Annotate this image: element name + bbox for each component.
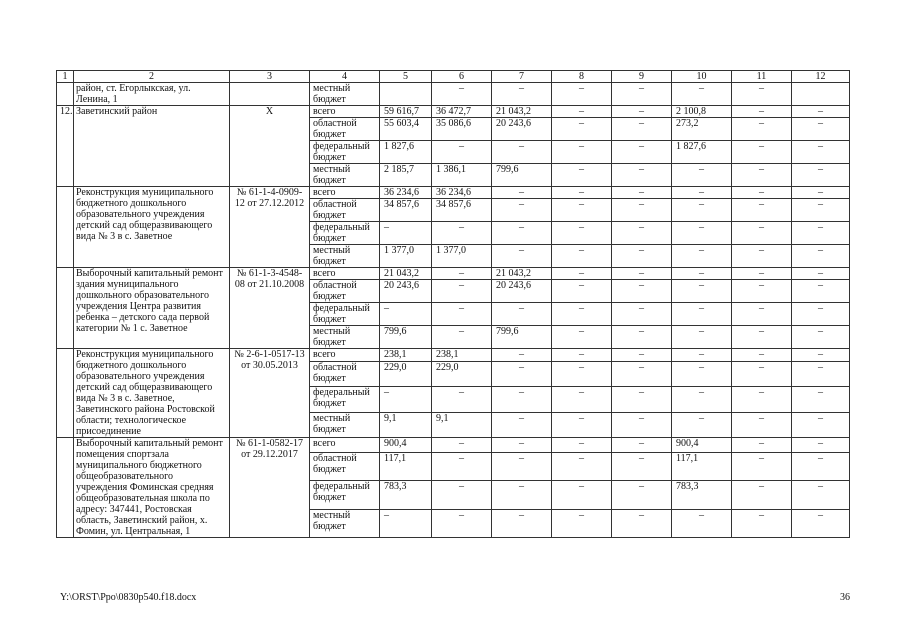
- value-cell: [380, 83, 432, 106]
- budget-type-cell: областной бюджет: [310, 118, 380, 141]
- budget-type-cell: федеральный бюджет: [310, 387, 380, 412]
- value-cell: –: [612, 118, 672, 141]
- value-cell: –: [492, 362, 552, 387]
- value-cell: –: [552, 106, 612, 118]
- value-cell: –: [732, 164, 792, 187]
- value-cell: –: [792, 187, 850, 199]
- value-cell: 35 086,6: [432, 118, 492, 141]
- value-cell: –: [672, 412, 732, 437]
- value-cell: 9,1: [432, 412, 492, 437]
- value-cell: 21 043,2: [492, 106, 552, 118]
- value-cell: –: [732, 412, 792, 437]
- footer-page-number: 36: [840, 592, 850, 603]
- value-cell: 1 386,1: [432, 164, 492, 187]
- budget-type-cell: областной бюджет: [310, 280, 380, 303]
- value-cell: 20 243,6: [380, 280, 432, 303]
- value-cell: –: [612, 303, 672, 326]
- value-cell: 36 472,7: [432, 106, 492, 118]
- value-cell: –: [552, 245, 612, 268]
- value-cell: [792, 83, 850, 106]
- value-cell: –: [792, 303, 850, 326]
- value-cell: –: [552, 452, 612, 480]
- value-cell: –: [612, 106, 672, 118]
- table-row: [57, 349, 850, 362]
- value-cell: –: [380, 509, 432, 537]
- budget-type-cell: федеральный бюджет: [310, 222, 380, 245]
- budget-type-cell: всего: [310, 438, 380, 453]
- value-cell: –: [612, 187, 672, 199]
- document-cell: [230, 83, 310, 106]
- value-cell: –: [792, 106, 850, 118]
- budget-type-cell: местный бюджет: [310, 509, 380, 537]
- value-cell: –: [792, 349, 850, 362]
- value-cell: –: [432, 438, 492, 453]
- budget-type-cell: федеральный бюджет: [310, 481, 380, 509]
- value-cell: 59 616,7: [380, 106, 432, 118]
- value-cell: –: [792, 362, 850, 387]
- document-cell: № 61-1-4-0909-12 от 27.12.2012: [230, 187, 310, 268]
- value-cell: –: [672, 268, 732, 280]
- value-cell: 55 603,4: [380, 118, 432, 141]
- value-cell: 20 243,6: [492, 280, 552, 303]
- value-cell: –: [552, 349, 612, 362]
- value-cell: –: [612, 141, 672, 164]
- value-cell: –: [432, 83, 492, 106]
- value-cell: –: [432, 387, 492, 412]
- value-cell: 2 185,7: [380, 164, 432, 187]
- value-cell: –: [492, 83, 552, 106]
- value-cell: –: [552, 187, 612, 199]
- value-cell: –: [612, 412, 672, 437]
- value-cell: –: [732, 83, 792, 106]
- column-number: 5: [380, 71, 432, 83]
- object-name-cell: район, ст. Егорлыкская, ул. Ленина, 1: [74, 83, 230, 106]
- column-number: 2: [74, 71, 230, 83]
- value-cell: 229,0: [432, 362, 492, 387]
- value-cell: –: [552, 326, 612, 349]
- value-cell: –: [732, 268, 792, 280]
- value-cell: –: [612, 481, 672, 509]
- value-cell: –: [612, 349, 672, 362]
- value-cell: –: [492, 438, 552, 453]
- value-cell: 783,3: [672, 481, 732, 509]
- value-cell: –: [612, 222, 672, 245]
- value-cell: –: [732, 118, 792, 141]
- budget-type-cell: всего: [310, 349, 380, 362]
- value-cell: 238,1: [432, 349, 492, 362]
- value-cell: –: [432, 326, 492, 349]
- value-cell: 1 827,6: [672, 141, 732, 164]
- value-cell: –: [732, 303, 792, 326]
- value-cell: –: [672, 349, 732, 362]
- value-cell: 238,1: [380, 349, 432, 362]
- table-row: [57, 438, 850, 453]
- value-cell: –: [432, 452, 492, 480]
- value-cell: –: [552, 303, 612, 326]
- value-cell: –: [792, 438, 850, 453]
- document-cell: № 61-1-3-4548-08 от 21.10.2008: [230, 268, 310, 349]
- column-number: 12: [792, 71, 850, 83]
- value-cell: –: [432, 141, 492, 164]
- value-cell: –: [552, 387, 612, 412]
- value-cell: –: [792, 245, 850, 268]
- value-cell: –: [732, 187, 792, 199]
- value-cell: –: [792, 452, 850, 480]
- value-cell: –: [432, 481, 492, 509]
- value-cell: –: [672, 303, 732, 326]
- value-cell: –: [612, 164, 672, 187]
- object-name-cell: Реконструкция муниципального бюджетного дошкольного образовательного учреждения детский сад общеразвивающего вида № 3 в с. Заветное, Заветинского района Ростовской области; технологическое присоединение: [74, 349, 230, 438]
- value-cell: 117,1: [380, 452, 432, 480]
- value-cell: –: [552, 268, 612, 280]
- value-cell: 799,6: [380, 326, 432, 349]
- value-cell: 1 377,0: [432, 245, 492, 268]
- value-cell: –: [492, 187, 552, 199]
- value-cell: –: [792, 481, 850, 509]
- value-cell: –: [612, 199, 672, 222]
- budget-type-cell: всего: [310, 268, 380, 280]
- value-cell: –: [732, 199, 792, 222]
- value-cell: –: [612, 387, 672, 412]
- value-cell: –: [432, 303, 492, 326]
- value-cell: –: [792, 387, 850, 412]
- value-cell: 1 377,0: [380, 245, 432, 268]
- value-cell: 799,6: [492, 326, 552, 349]
- value-cell: –: [432, 280, 492, 303]
- value-cell: –: [612, 326, 672, 349]
- column-number-row: [57, 71, 850, 83]
- value-cell: –: [492, 387, 552, 412]
- value-cell: 1 827,6: [380, 141, 432, 164]
- value-cell: –: [432, 222, 492, 245]
- value-cell: 229,0: [380, 362, 432, 387]
- value-cell: –: [672, 83, 732, 106]
- value-cell: –: [552, 141, 612, 164]
- value-cell: –: [792, 326, 850, 349]
- value-cell: 20 243,6: [492, 118, 552, 141]
- table-row: [57, 187, 850, 199]
- value-cell: –: [492, 412, 552, 437]
- value-cell: 21 043,2: [380, 268, 432, 280]
- value-cell: –: [492, 509, 552, 537]
- value-cell: –: [732, 362, 792, 387]
- budget-type-cell: федеральный бюджет: [310, 303, 380, 326]
- value-cell: –: [492, 303, 552, 326]
- value-cell: –: [732, 106, 792, 118]
- value-cell: –: [380, 222, 432, 245]
- value-cell: 36 234,6: [380, 187, 432, 199]
- value-cell: –: [492, 452, 552, 480]
- row-number-cell: [57, 438, 74, 538]
- document-page: [56, 70, 849, 538]
- value-cell: –: [612, 280, 672, 303]
- value-cell: –: [672, 199, 732, 222]
- value-cell: –: [612, 268, 672, 280]
- object-name-cell: Заветинский район: [74, 106, 230, 187]
- value-cell: –: [552, 509, 612, 537]
- value-cell: –: [492, 481, 552, 509]
- column-number: 9: [612, 71, 672, 83]
- budget-table: [56, 70, 850, 538]
- table-row: [57, 106, 850, 118]
- value-cell: –: [732, 222, 792, 245]
- budget-type-cell: местный бюджет: [310, 245, 380, 268]
- column-number: 11: [732, 71, 792, 83]
- value-cell: –: [672, 280, 732, 303]
- value-cell: –: [492, 141, 552, 164]
- value-cell: 34 857,6: [380, 199, 432, 222]
- footer-file-path: Y:\ORST\Ppo\0830p540.f18.docx: [60, 592, 197, 603]
- column-number: 1: [57, 71, 74, 83]
- value-cell: –: [732, 481, 792, 509]
- value-cell: 9,1: [380, 412, 432, 437]
- value-cell: –: [552, 118, 612, 141]
- row-number-cell: [57, 349, 74, 438]
- column-number: 3: [230, 71, 310, 83]
- row-number-cell: [57, 268, 74, 349]
- table-row: [57, 268, 850, 280]
- value-cell: –: [672, 326, 732, 349]
- value-cell: –: [792, 268, 850, 280]
- budget-type-cell: местный бюджет: [310, 412, 380, 437]
- value-cell: –: [380, 303, 432, 326]
- column-number: 7: [492, 71, 552, 83]
- value-cell: –: [672, 387, 732, 412]
- value-cell: –: [432, 268, 492, 280]
- value-cell: –: [792, 118, 850, 141]
- object-name-cell: Выборочный капитальный ремонт помещения спортзала муниципального бюджетного общеобразовательного учреждения Фоминская средняя общеобразовательная школа по адресу: 347441, Ростовская область, Заветинский район, х. Фомин, ул. Центральная, 1: [74, 438, 230, 538]
- value-cell: –: [552, 280, 612, 303]
- object-name-cell: Выборочный капитальный ремонт здания муниципального дошкольного образовательного учреждения Центра развития ребенка – детского сада первой категории № 1 с. Заветное: [74, 268, 230, 349]
- budget-type-cell: областной бюджет: [310, 452, 380, 480]
- value-cell: –: [672, 187, 732, 199]
- value-cell: –: [552, 438, 612, 453]
- value-cell: –: [552, 222, 612, 245]
- value-cell: 783,3: [380, 481, 432, 509]
- value-cell: 21 043,2: [492, 268, 552, 280]
- value-cell: –: [612, 438, 672, 453]
- column-number: 10: [672, 71, 732, 83]
- budget-type-cell: всего: [310, 187, 380, 199]
- value-cell: –: [612, 362, 672, 387]
- table-row: [57, 83, 850, 106]
- value-cell: –: [672, 222, 732, 245]
- value-cell: –: [672, 245, 732, 268]
- value-cell: –: [492, 349, 552, 362]
- value-cell: –: [552, 412, 612, 437]
- value-cell: –: [732, 387, 792, 412]
- value-cell: –: [672, 164, 732, 187]
- value-cell: –: [672, 509, 732, 537]
- value-cell: –: [432, 509, 492, 537]
- value-cell: –: [792, 141, 850, 164]
- value-cell: –: [552, 164, 612, 187]
- row-number-cell: [57, 187, 74, 268]
- budget-type-cell: местный бюджет: [310, 83, 380, 106]
- value-cell: –: [492, 245, 552, 268]
- value-cell: –: [612, 245, 672, 268]
- budget-type-cell: федеральный бюджет: [310, 141, 380, 164]
- value-cell: –: [732, 280, 792, 303]
- budget-type-cell: всего: [310, 106, 380, 118]
- value-cell: –: [792, 412, 850, 437]
- object-name-cell: Реконструкция муниципального бюджетного дошкольного образовательного учреждения детский сад общеразвивающего вида № 3 в с. Заветное: [74, 187, 230, 268]
- value-cell: –: [792, 280, 850, 303]
- value-cell: –: [380, 387, 432, 412]
- budget-type-cell: местный бюджет: [310, 164, 380, 187]
- value-cell: 2 100,8: [672, 106, 732, 118]
- value-cell: –: [792, 222, 850, 245]
- value-cell: –: [612, 83, 672, 106]
- column-number: 8: [552, 71, 612, 83]
- value-cell: –: [612, 509, 672, 537]
- value-cell: 117,1: [672, 452, 732, 480]
- value-cell: –: [552, 83, 612, 106]
- value-cell: –: [792, 164, 850, 187]
- value-cell: 799,6: [492, 164, 552, 187]
- value-cell: –: [732, 326, 792, 349]
- row-number-cell: 12.: [57, 106, 74, 187]
- column-number: 6: [432, 71, 492, 83]
- value-cell: –: [732, 141, 792, 164]
- value-cell: –: [492, 199, 552, 222]
- value-cell: –: [732, 438, 792, 453]
- value-cell: –: [732, 245, 792, 268]
- value-cell: 34 857,6: [432, 199, 492, 222]
- value-cell: –: [732, 452, 792, 480]
- value-cell: –: [612, 452, 672, 480]
- document-cell: № 2-6-1-0517-13 от 30.05.2013: [230, 349, 310, 438]
- value-cell: 900,4: [380, 438, 432, 453]
- column-number: 4: [310, 71, 380, 83]
- document-cell: Х: [230, 106, 310, 187]
- row-number-cell: [57, 83, 74, 106]
- value-cell: –: [552, 362, 612, 387]
- value-cell: –: [672, 362, 732, 387]
- value-cell: –: [792, 509, 850, 537]
- value-cell: –: [792, 199, 850, 222]
- value-cell: –: [552, 199, 612, 222]
- budget-type-cell: областной бюджет: [310, 199, 380, 222]
- value-cell: –: [552, 481, 612, 509]
- value-cell: –: [732, 509, 792, 537]
- value-cell: 36 234,6: [432, 187, 492, 199]
- value-cell: –: [732, 349, 792, 362]
- value-cell: 900,4: [672, 438, 732, 453]
- value-cell: –: [492, 222, 552, 245]
- budget-type-cell: местный бюджет: [310, 326, 380, 349]
- value-cell: 273,2: [672, 118, 732, 141]
- budget-type-cell: областной бюджет: [310, 362, 380, 387]
- document-cell: № 61-1-0582-17 от 29.12.2017: [230, 438, 310, 538]
